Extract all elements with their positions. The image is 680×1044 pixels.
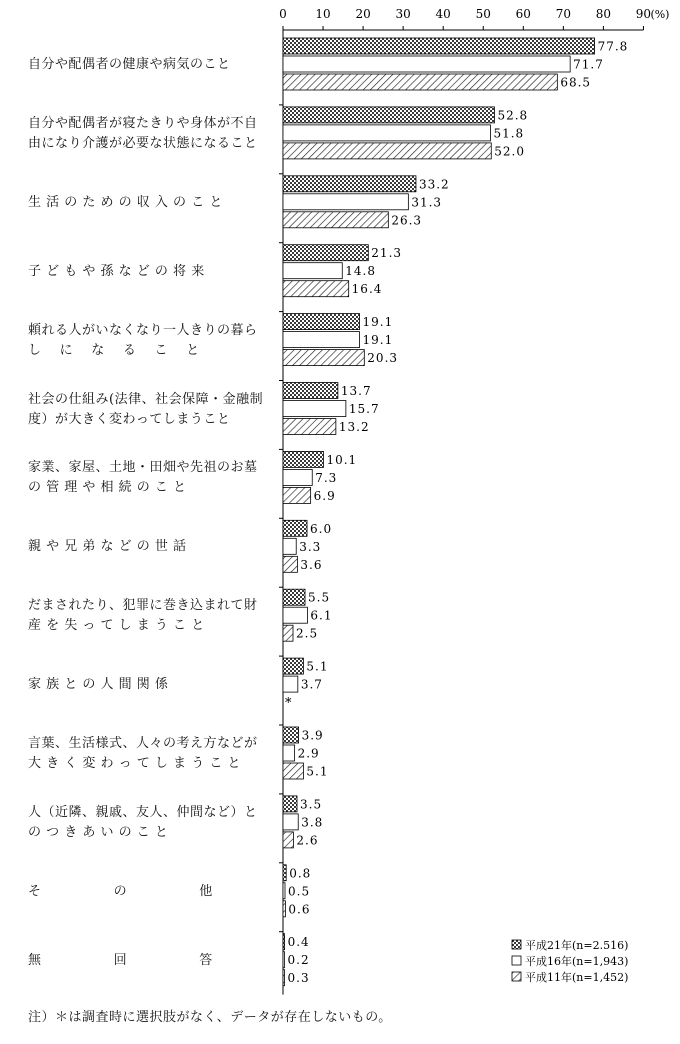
bar-3-9 <box>283 625 293 641</box>
data-label: 5.1 <box>306 659 329 674</box>
bar-2-5 <box>283 332 359 348</box>
data-label: 5.1 <box>306 764 329 779</box>
data-label: 3.6 <box>300 557 323 572</box>
bar-3-13 <box>283 901 285 917</box>
x-tick-label: 30 <box>395 7 411 21</box>
bar-3-2 <box>283 143 491 159</box>
bar-3-6 <box>283 419 336 435</box>
data-label: 19.1 <box>362 315 394 330</box>
bar-2-3 <box>283 194 408 210</box>
legend <box>512 938 628 984</box>
legend-label: 平成16年(n=1,943) <box>525 955 629 968</box>
data-label: 0.4 <box>287 935 310 950</box>
data-label: 5.5 <box>308 590 331 605</box>
x-tick-label: 90 <box>635 7 652 21</box>
bar-2-1 <box>283 56 570 72</box>
data-label: 0.3 <box>287 971 310 986</box>
x-unit-label: (%) <box>650 8 670 21</box>
data-label: 71.7 <box>573 57 604 72</box>
bar-2-4 <box>283 263 342 279</box>
x-tick-label: 70 <box>555 7 571 21</box>
data-label: 20.3 <box>367 351 399 366</box>
bar-3-7 <box>283 487 311 503</box>
data-label: 16.4 <box>351 282 383 297</box>
data-label: 77.8 <box>597 39 629 54</box>
x-tick-label: 50 <box>475 7 491 21</box>
bar-3-11 <box>283 763 303 779</box>
data-label: 10.1 <box>326 452 358 467</box>
data-label: 31.3 <box>411 195 443 210</box>
bar-2-2 <box>283 125 490 141</box>
data-label: 2.5 <box>296 626 319 641</box>
bar-3-4 <box>283 281 349 297</box>
bar-3-14 <box>283 970 285 986</box>
missing-data-marker: * <box>285 696 292 712</box>
category-label: 人（近隣、親戚、友人、仲間など）と の つ き あ い の こ と <box>28 804 258 840</box>
bar-3-5 <box>283 350 364 366</box>
data-label: 2.6 <box>296 833 319 848</box>
data-label: 51.8 <box>493 126 525 141</box>
bar-1-3 <box>283 176 416 192</box>
data-label: 3.9 <box>301 728 324 743</box>
bar-3-3 <box>283 212 388 228</box>
bar-1-5 <box>283 314 359 330</box>
bar-1-10 <box>283 658 303 674</box>
bar-1-6 <box>283 383 338 399</box>
data-label: 14.8 <box>345 264 376 279</box>
data-label: 6.0 <box>310 521 333 536</box>
category-label: 無 回 答 <box>28 952 213 968</box>
category-label: 親 や 兄 弟 な ど の 世 話 <box>28 539 187 555</box>
data-label: 68.5 <box>560 75 592 90</box>
data-label: 0.8 <box>289 866 312 881</box>
bar-2-11 <box>283 745 295 761</box>
bar-3-1 <box>283 74 557 90</box>
data-label: 3.3 <box>299 539 322 554</box>
data-label: 6.1 <box>310 608 333 623</box>
bar-1-11 <box>283 727 299 743</box>
bar-1-9 <box>283 589 305 605</box>
footnote: 注）＊は調査時に選択肢がなく、データが存在しないもの。 <box>28 1010 392 1025</box>
bar-2-6 <box>283 401 346 417</box>
bar-1-12 <box>283 796 297 812</box>
data-label: 19.1 <box>362 333 394 348</box>
bar-1-7 <box>283 451 323 467</box>
category-label: 自分や配偶者が寝たきりや身体が不自 由になり介護が必要な状態になること <box>28 115 258 151</box>
x-tick-label: 80 <box>595 7 612 21</box>
data-label: 0.5 <box>288 884 311 899</box>
data-label: 15.7 <box>348 402 380 416</box>
bar-2-9 <box>283 607 307 623</box>
data-label: 13.2 <box>338 420 370 434</box>
data-label: 26.3 <box>391 213 423 228</box>
legend-label: 平成11年(n=1,452) <box>525 971 629 984</box>
data-label: 13.7 <box>340 384 372 398</box>
x-tick-label: 0 <box>279 7 287 21</box>
category-label: 生 活 の た め の 収 入 の こ と <box>28 194 223 210</box>
data-label: 0.6 <box>288 902 311 917</box>
bar-3-12 <box>283 832 293 848</box>
data-label: 52.0 <box>494 144 525 159</box>
bar-2-8 <box>283 538 296 554</box>
data-label: 3.5 <box>300 797 323 812</box>
x-tick-label: 60 <box>515 7 531 21</box>
data-label: 7.3 <box>315 470 338 485</box>
bar-1-4 <box>283 245 368 261</box>
bar-1-8 <box>283 520 307 536</box>
category-label: 社会の仕組み(法律、社会保障・金融制 度）が大きく変わってしまうこと <box>28 391 264 427</box>
category-label: 家 族 と の 人 間 関 係 <box>28 677 169 693</box>
data-label: 33.2 <box>418 177 450 192</box>
legend-label: 平成21年(n=2.516) <box>525 939 629 952</box>
bar-1-2 <box>283 107 494 123</box>
bar-1-13 <box>283 865 286 881</box>
bar-2-10 <box>283 676 298 692</box>
bar-3-8 <box>283 556 297 572</box>
bar-1-1 <box>283 38 595 54</box>
data-label: 3.8 <box>301 815 324 830</box>
legend-swatch <box>512 940 521 949</box>
category-label: 言葉、生活様式、人々の考え方などが 大 き く 変 わ っ て し ま う こ と <box>28 736 258 771</box>
category-label: 子 ど も や 孫 な ど の 将 来 <box>28 263 205 279</box>
legend-swatch <box>512 972 521 981</box>
data-label: 6.9 <box>313 488 336 503</box>
data-label: 21.3 <box>371 246 403 261</box>
x-tick-label: 10 <box>315 7 331 21</box>
bar-2-13 <box>283 883 285 899</box>
category-label: だまされたり、犯罪に巻き込まれて財 産 を 失 っ て し ま う こ と <box>28 598 258 634</box>
category-label: 家業、家屋、土地・田畑や先祖のお墓 の 管 理 や 相 続 の こ と <box>28 460 258 496</box>
category-label: 頼れる人がいなくなり一人きりの暮ら し に な る こ と <box>28 322 258 358</box>
category-label: そ の 他 <box>28 883 213 899</box>
data-label: 52.8 <box>497 108 529 123</box>
bar-1-14 <box>283 934 285 950</box>
data-label: 2.9 <box>297 746 320 761</box>
x-tick-label: 40 <box>435 7 451 21</box>
x-tick-label: 20 <box>355 7 371 21</box>
category-label: 自分や配偶者の健康や病気のこと <box>28 57 231 72</box>
bar-2-7 <box>283 469 312 485</box>
data-label: 3.7 <box>300 677 323 692</box>
bar-2-14 <box>283 952 285 968</box>
bar-2-12 <box>283 814 298 830</box>
data-label: 0.2 <box>287 953 310 968</box>
legend-swatch <box>512 956 521 965</box>
